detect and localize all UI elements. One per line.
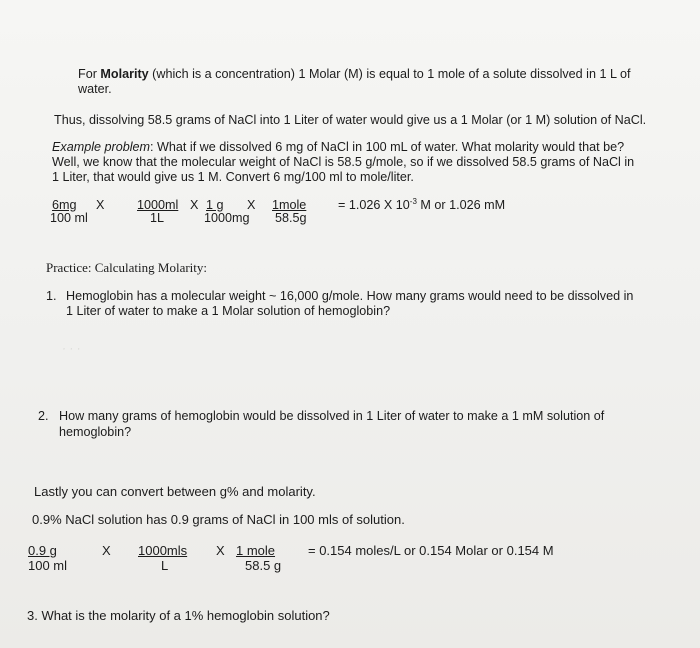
example-line-2: Well, we know that the molecular weight of NaCl is 58.5 g/mole, so if we dissolved 58.5 grams of NaCl in	[52, 155, 635, 169]
q1-number: 1.	[46, 289, 57, 303]
calc1-fraction2-numerator: 1000ml	[137, 198, 179, 212]
bleed-through-text: · · ·	[62, 341, 81, 355]
nacl-solution-line: 0.9% NaCl solution has 0.9 grams of NaCl in 100 mls of solution.	[32, 512, 405, 527]
calc2-fraction1-numerator: 0.9 g	[28, 543, 57, 558]
q1-line-2: 1 Liter of water to make a 1 Molar solution of hemoglobin?	[66, 304, 391, 318]
example-line-1	[52, 140, 624, 155]
calc1-result-prefix: = 1.026 X 10	[338, 198, 410, 212]
calc1-result	[338, 198, 505, 213]
q2-line-1: How many grams of hemoglobin would be dissolved in 1 Liter of water to make a 1 mM solution of	[59, 409, 605, 423]
calc1-fraction1-denominator: 100 ml	[50, 211, 88, 225]
calc1-times-3: X	[247, 198, 256, 212]
calc1-result-exponent: -3	[409, 196, 417, 206]
calc1-fraction3-denominator: 1000mg	[204, 211, 250, 225]
example-question: : What if we dissolved 6 mg of NaCl in 100 mL of water. What molarity would that be?	[150, 140, 625, 154]
calc1-times-1: X	[96, 198, 105, 212]
calc1-result-suffix: M or 1.026 mM	[416, 198, 506, 212]
calc1-fraction4-numerator: 1mole	[272, 198, 307, 212]
example-line-3: 1 Liter, that would give us 1 M. Convert 6 mg/100 ml to mole/liter.	[52, 170, 414, 184]
lastly-sentence: Lastly you can convert between g% and molarity.	[34, 484, 316, 499]
calc1-fraction1-numerator: 6mg	[52, 198, 77, 212]
calc1-fraction4-denominator: 58.5g	[275, 211, 307, 225]
calc2-times-1: X	[102, 543, 111, 558]
molarity-term: Molarity	[100, 67, 149, 81]
calc2-result: = 0.154 moles/L or 0.154 Molar or 0.154 M	[308, 543, 554, 558]
calc1-fraction2-denominator: 1L	[150, 211, 165, 225]
calc2-fraction2-denominator: L	[161, 558, 169, 573]
calc2-fraction1-denominator: 100 ml	[28, 558, 68, 573]
intro-line-1	[78, 67, 631, 82]
calc2-fraction3-denominator: 58.5 g	[245, 558, 282, 573]
q3-question: 3. What is the molarity of a 1% hemoglobin solution?	[27, 608, 330, 623]
example-label: Example problem	[52, 140, 150, 154]
q1-line-1: Hemoglobin has a molecular weight ~ 16,000 g/mole. How many grams would need to be dissolved in	[66, 289, 634, 303]
thus-sentence: Thus, dissolving 58.5 grams of NaCl into 1 Liter of water would give us a 1 Molar (or 1 M) solution of NaCl.	[54, 113, 647, 127]
intro-prefix: For	[78, 67, 101, 81]
intro-line-2: water.	[78, 82, 112, 96]
calc2-fraction2-numerator: 1000mls	[138, 543, 188, 558]
q2-line-2: hemoglobin?	[59, 425, 132, 439]
calc2-fraction3-numerator: 1 mole	[236, 543, 276, 558]
calc2-times-2: X	[216, 543, 225, 558]
calc1-times-2: X	[190, 198, 199, 212]
q2-number: 2.	[38, 409, 49, 423]
calc1-fraction3-numerator: 1 g	[206, 198, 224, 212]
intro-rest: (which is a concentration) 1 Molar (M) is equal to 1 mole of a solute dissolved in 1 L of	[148, 67, 631, 81]
practice-heading: Practice: Calculating Molarity:	[46, 260, 208, 275]
